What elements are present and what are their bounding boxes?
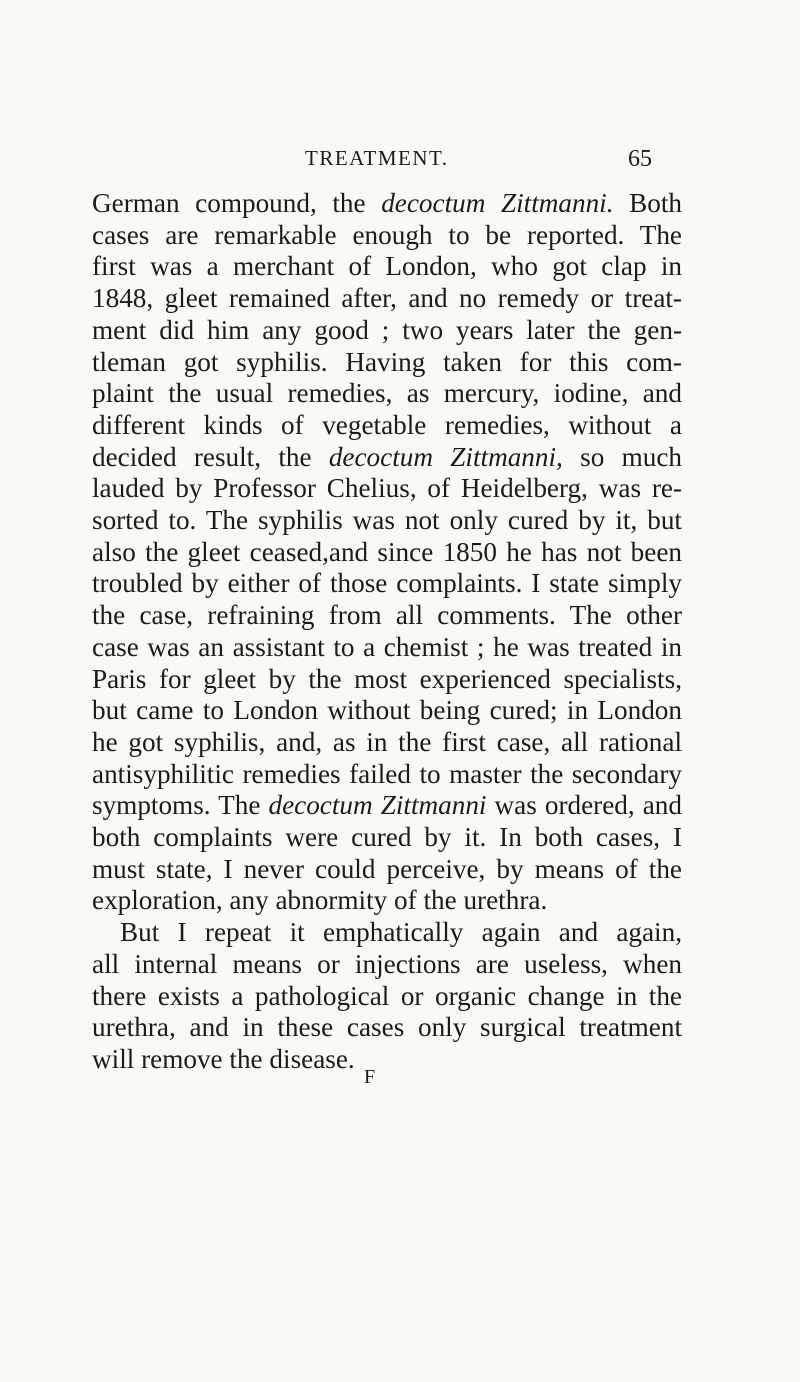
text-line [92, 378, 682, 410]
text-segment: sorted to. The syphilis was not only cured by it, but [92, 505, 682, 536]
text-line [92, 473, 682, 505]
text-line [92, 727, 682, 759]
text-line [92, 251, 682, 283]
text-line [92, 188, 682, 220]
text-line [92, 600, 682, 632]
text-segment: the case, refraining from all comments. The other [92, 600, 682, 631]
text-segment: also the gleet ceased,and since 1850 he has not been [92, 536, 682, 567]
text-line [92, 220, 682, 252]
text-line [92, 759, 682, 791]
text-line [92, 790, 682, 822]
text-line [92, 917, 682, 949]
text-segment: there exists a pathological or organic change in the [92, 980, 682, 1011]
text-line [92, 695, 682, 727]
text-segment: ment did him any good ; two years later the gen- [92, 314, 682, 345]
text-segment: lauded by Professor Chelius, of Heidelberg, was re- [92, 473, 682, 504]
text-segment: must state, I never could perceive, by means of the [92, 853, 682, 884]
text-line [92, 568, 682, 600]
italic-text: decoctum Zittmanni. [381, 188, 614, 218]
italic-text: decoctum Zittmanni [268, 790, 487, 821]
text-segment: case was an assistant to a chemist ; he was treated in [92, 631, 682, 662]
text-segment: exploration, any abnormity of the urethra. [92, 885, 548, 916]
text-segment: decided result, the [92, 441, 329, 472]
text-line [92, 981, 682, 1013]
text-segment: troubled by either of those complaints. I state simply [92, 568, 682, 599]
text-line [92, 505, 682, 537]
text-segment: cases are remarkable enough to be reported. The [92, 219, 682, 250]
text-line [92, 283, 682, 315]
text-segment: tleman got syphilis. Having taken for this com- [92, 346, 682, 377]
text-line [92, 822, 682, 854]
text-line [92, 854, 682, 886]
body-text [92, 188, 682, 1076]
text-line [92, 1044, 682, 1076]
text-segment: 1848, gleet remained after, and no remedy or treat- [92, 283, 682, 314]
page-header [0, 146, 800, 176]
text-line [92, 1012, 682, 1044]
page-number: 65 [628, 146, 652, 172]
text-line [92, 949, 682, 981]
text-line [92, 410, 682, 442]
text-segment: he got syphilis, and, as in the first case, all rational [92, 726, 682, 757]
text-segment: will remove the disease. [92, 1043, 355, 1074]
text-segment: first was a merchant of London, who got clap in [92, 251, 682, 282]
running-title: TREATMENT. [305, 146, 449, 170]
italic-text: decoctum Zittmanni, [328, 441, 563, 472]
text-segment: Paris for gleet by the most experienced specialists, [92, 663, 682, 694]
text-segment: plaint the usual remedies, as mercury, iodine, and [92, 378, 682, 409]
text-line [92, 315, 682, 347]
text-line [92, 664, 682, 696]
text-line [92, 347, 682, 379]
text-segment: was ordered, and [486, 790, 682, 821]
text-segment: But I repeat it emphatically again and again, [120, 917, 682, 948]
text-segment: Both [613, 188, 682, 218]
text-line [92, 885, 682, 917]
text-segment: different kinds of vegetable remedies, without a [92, 409, 682, 440]
text-segment: German compound, the [92, 188, 382, 218]
signature-mark: F [364, 1066, 377, 1088]
text-line [92, 632, 682, 664]
text-segment: symptoms. The [92, 790, 269, 821]
text-segment: but came to London without being cured; in London [92, 695, 682, 726]
text-segment: urethra, and in these cases only surgical treatment [92, 1012, 682, 1043]
text-segment: all internal means or injections are useless, when [92, 948, 682, 979]
text-segment: antisyphilitic remedies failed to master the secondary [92, 758, 682, 789]
text-line [92, 537, 682, 569]
text-segment: so much [562, 441, 683, 472]
text-segment: both complaints were cured by it. In both cases, I [92, 822, 682, 853]
text-line [92, 442, 682, 474]
